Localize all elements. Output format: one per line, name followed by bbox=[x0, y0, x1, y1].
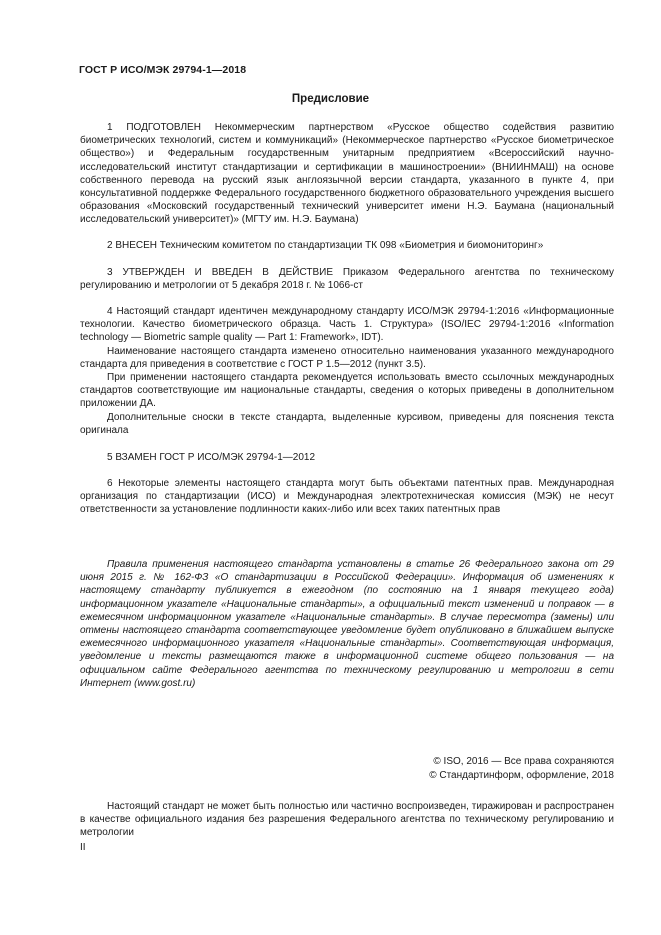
item-2 bbox=[80, 239, 614, 252]
item-2-text: 2 ВНЕСЕН Техническим комитетом по стандартизации ТК 098 «Биометрия и биомониторинг» bbox=[107, 240, 544, 251]
standard-notice-text: Правила применения настоящего стандарта установлены в статье 26 Федерального закона от 29 июня 2015 г. № 162-ФЗ «О стандартизации в Российской Федерации». Информация об изменениях к настоящему стандарту публикуется в ежегодном (по состоянию на 1 января текущего года) информационном указателе «Национальные стандарты», а официальный текст изменений и поправок — в ежемесячном информационном указателе «Национальные стандарты». В случае пересмотра (замены) или отмены настоящего стандарта соответствующее уведомление будет опубликовано в ближайшем выпуске ежемесячного информационного указателя «Национальные стандарты». Соответствующая информация, уведомление и тексты размещаются также в информационной системе общего пользования — на официальном сайте Федерального агентства по техническому регулированию и метрологии в сети Интернет (www.gost.ru) bbox=[80, 559, 614, 689]
item-4-name-change-text: Наименование настоящего стандарта изменено относительно наименования указанного международного стандарта для приведения в соответствие с ГОСТ Р 1.5—2012 (пункт 3.5). bbox=[80, 345, 614, 370]
page-number: II bbox=[80, 842, 86, 853]
item-6-text: 6 Некоторые элементы настоящего стандарта могут быть объектами патентных прав. Международная организация по стандартизации (ИСО) и Международная электротехническая комиссия (МЭК) не несут ответственности за установление подлинности каких-либо или всех таких патентных прав bbox=[80, 478, 614, 516]
item-1 bbox=[80, 121, 614, 227]
item-4-footnotes-text: Дополнительные сноски в тексте стандарта, выделенные курсивом, приведены для пояснения текста оригинала bbox=[80, 411, 614, 436]
item-5-text: 5 ВЗАМЕН ГОСТ Р ИСО/МЭК 29794-1—2012 bbox=[107, 452, 316, 463]
document-id-header: ГОСТ Р ИСО/МЭК 29794-1—2018 bbox=[79, 64, 247, 76]
page-title: Предисловие bbox=[291, 93, 370, 105]
standard-notice bbox=[80, 558, 614, 690]
copyright-iso: © ISO, 2016 — Все права сохраняются bbox=[433, 756, 614, 767]
item-6 bbox=[80, 477, 614, 517]
copyright-standartinform: © Стандартинформ, оформление, 2018 bbox=[429, 769, 614, 781]
item-4-identity-text: 4 Настоящий стандарт идентичен международному стандарту ИСО/МЭК 29794-1:2016 «Информационные технологии. Качество биометрического образца. Часть 1. Структура» (ISO/IEC 29794-1:2016 «Information technology — Biometric sample quality — Part 1: Framework», IDT). bbox=[80, 306, 614, 344]
item-3 bbox=[80, 266, 614, 292]
item-4-references-text: При применении настоящего стандарта рекомендуется использовать вместо ссылочных международных стандартов соответствующие им национальные стандарты, сведения о которых приведены в дополнительном приложении ДА. bbox=[80, 372, 614, 410]
copyright-block bbox=[429, 755, 614, 782]
reproduction-notice bbox=[80, 800, 614, 840]
item-4 bbox=[80, 305, 614, 437]
reproduction-notice-text: Настоящий стандарт не может быть полностью или частично воспроизведен, тиражирован и распространен в качестве официального издания без разрешения Федерального агентства по техническому регулированию и метрологии bbox=[80, 801, 614, 839]
item-5 bbox=[80, 451, 614, 464]
item-1-text: 1 ПОДГОТОВЛЕН Некоммерческим партнерством «Русское общество содействия развитию биометрических технологий, систем и коммуникаций» (Некоммерческое партнерство «Русское биометрическое общество») и Федеральным государственным унитарным предприятием «Всероссийский научно-исследовательский институт стандартизации и сертификации в машиностроении» (ВНИИНМАШ) на основе собственного перевода на русский язык англоязычной версии стандарта, указанного в пункте 4, при консультативной поддержке Федерального государственного бюджетного образовательного учреждения высшего образования «Московский государственный технический университет имени Н.Э. Баумана (национальный исследовательский университет)» (МГТУ им. Н.Э. Баумана) bbox=[80, 122, 614, 226]
item-3-text: 3 УТВЕРЖДЕН И ВВЕДЕН В ДЕЙСТВИЕ Приказом Федерального агентства по техническому регулированию и метрологии от 5 декабря 2018 г. № 1066-ст bbox=[80, 267, 614, 292]
